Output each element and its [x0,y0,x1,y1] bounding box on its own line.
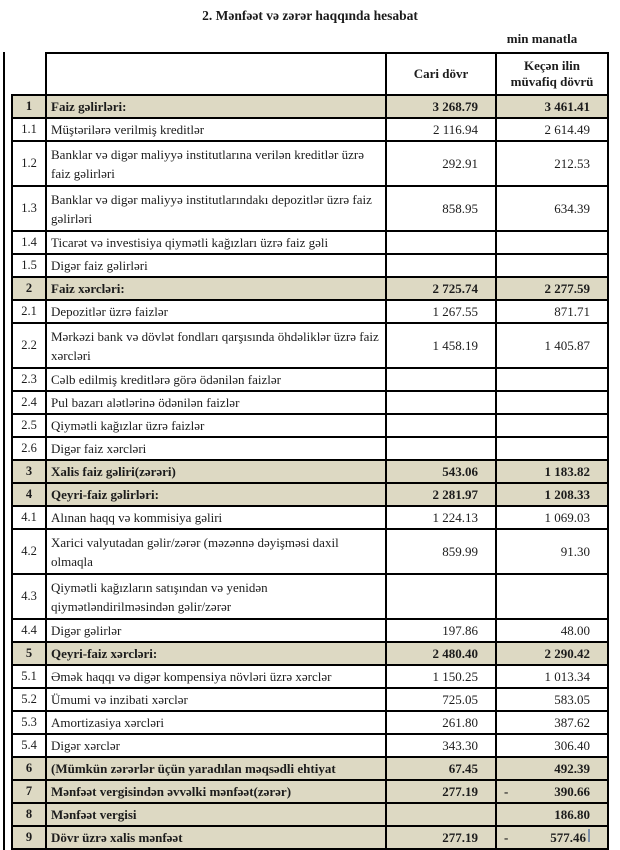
value-text: 2 614.49 [544,121,590,137]
row-label-cell: Mərkəzi bank və dövlət fondları qarşısında öhdəliklər üzrə faiz xərcləri [46,323,386,368]
row-number-cell: 6 [12,757,46,780]
current-value-cell [386,277,496,300]
row-number-cell: 5.1 [12,665,46,688]
current-value-cell [386,95,496,118]
current-value-cell [386,665,496,688]
value-text: 277.19 [442,783,478,799]
row-label-cell: Mənfəət vergisindən əvvəlki mənfəət(zərər) [46,780,386,803]
previous-value-cell [496,95,608,118]
table-row [12,780,608,803]
row-number-cell: 2.2 [12,323,46,368]
previous-value-cell [496,277,608,300]
current-value-cell [386,368,496,391]
previous-value-cell [496,391,608,414]
value-text: 1 405.87 [544,337,590,353]
profit-loss-table [11,52,609,850]
row-number-cell: 2.3 [12,368,46,391]
table-row [12,300,608,323]
value-text: 3 268.79 [432,98,478,114]
table-row [12,619,608,642]
row-label-cell: (Mümkün zərərlər üçün yaradılan məqsədli ehtiyat [46,757,386,780]
row-label-cell: Qeyri-faiz xərcləri: [46,642,386,665]
value-text: 261.80 [442,714,478,730]
table-row [12,757,608,780]
current-value-cell [386,118,496,141]
value-text: 390.66 [554,783,590,799]
previous-value-cell [496,483,608,506]
value-text: 277.19 [442,829,478,845]
row-label-cell: Xarici valyutadan gəlir/zərər (məzənnə dəyişməsi daxil olmaqla [46,529,386,574]
current-value-cell [386,642,496,665]
previous-value-cell [496,665,608,688]
page-title: 2. Mənfəət və zərər haqqında hesabat [202,8,418,23]
table-row [12,483,608,506]
current-value-cell [386,460,496,483]
value-text: 387.62 [554,714,590,730]
value-text: 1 224.13 [432,509,478,525]
previous-value-cell [496,368,608,391]
report-table-container [3,52,609,850]
value-text: 1 267.55 [432,303,478,319]
row-number-cell: 1 [12,95,46,118]
value-text: 1 069.03 [544,509,590,525]
previous-value-cell [496,460,608,483]
table-row [12,414,608,437]
value-text: 306.40 [554,737,590,753]
row-number-cell: 9 [12,826,46,849]
previous-value-cell [496,300,608,323]
value-text: 725.05 [442,691,478,707]
row-number-cell: 5.3 [12,711,46,734]
value-text: 343.30 [442,737,478,753]
row-number-cell: 1.2 [12,141,46,186]
row-label-cell: Digər faiz gəlirləri [46,254,386,277]
row-number-cell: 4.2 [12,529,46,574]
row-number-cell: 1.1 [12,118,46,141]
text-cursor [588,829,590,842]
table-row [12,574,608,619]
row-label-cell: Cəlb edilmiş kreditlərə görə ödənilən faizlər [46,368,386,391]
row-label-cell: Pul bazarı alətlərinə ödənilən faizlər [46,391,386,414]
row-label-cell: Banklar və digər maliyyə institutlarına verilən kreditlər üzrə faiz gəlirləri [46,141,386,186]
current-value-cell [386,529,496,574]
value-text: 186.80 [554,806,590,822]
value-text: 67.45 [448,760,478,776]
table-row [12,391,608,414]
previous-value-cell [496,711,608,734]
value-text: 2 281.97 [432,486,478,502]
row-number-cell: 1.5 [12,254,46,277]
row-number-cell: 5.2 [12,688,46,711]
column-header-previous: Keçən ilin müvafiq dövrü [496,53,608,95]
row-label-cell: Qiymətli kağızların satışından və yenidən qiymətləndirilməsindən gəlir/zərər [46,574,386,619]
table-row [12,506,608,529]
previous-value-cell [496,437,608,460]
row-number-cell: 1.3 [12,186,46,231]
item-label-header [46,53,386,95]
previous-value-cell [496,529,608,574]
value-text: 3 461.41 [544,98,590,114]
current-value-cell [386,574,496,619]
current-value-cell [386,803,496,826]
table-row [12,323,608,368]
value-text: 1 150.25 [432,668,478,684]
previous-value-cell [496,642,608,665]
previous-value-cell [496,780,608,803]
row-number-cell: 4.4 [12,619,46,642]
previous-value-cell [496,141,608,186]
value-text: 858.95 [442,200,478,216]
table-row [12,826,608,849]
value-text: 2 116.94 [432,121,478,137]
value-text: 492.39 [554,760,590,776]
previous-value-cell [496,231,608,254]
value-text: 577.46 [550,830,586,845]
row-label-cell: Dövr üzrə xalis mənfəət [46,826,386,849]
row-number-cell: 2.4 [12,391,46,414]
row-number-cell: 1.4 [12,231,46,254]
table-row [12,803,608,826]
row-label-cell: Mənfəət vergisi [46,803,386,826]
table-row [12,711,608,734]
row-label-cell: Depozitlər üzrə faizlər [46,300,386,323]
current-value-cell [386,506,496,529]
table-row [12,688,608,711]
row-number-cell: 3 [12,460,46,483]
value-text: 48.00 [560,622,590,638]
table-row [12,368,608,391]
previous-value-cell [496,323,608,368]
current-value-cell [386,734,496,757]
current-value-cell [386,688,496,711]
value-text: 2 480.40 [432,645,478,661]
current-value-cell [386,619,496,642]
value-text: 634.39 [554,200,590,216]
table-row [12,665,608,688]
row-label-cell: Amortizasiya xərcləri [46,711,386,734]
previous-value-cell [496,414,608,437]
current-value-cell [386,186,496,231]
previous-value-cell [496,757,608,780]
current-value-cell [386,757,496,780]
table-row [12,118,608,141]
table-row [12,254,608,277]
value-text: 2 290.42 [544,645,590,661]
column-header-current: Cari dövr [386,53,496,95]
row-number-cell: 4.3 [12,574,46,619]
negative-sign: - [504,829,509,845]
row-label-cell: Qiymətli kağızlar üzrə faizlər [46,414,386,437]
header-row [12,53,608,95]
table-row [12,141,608,186]
value-text: 197.86 [442,622,478,638]
current-value-cell [386,826,496,849]
row-label-cell: Alınan haqq və kommisiya gəliri [46,506,386,529]
row-label-cell: Faiz xərcləri: [46,277,386,300]
row-number-cell: 2 [12,277,46,300]
negative-sign: - [504,783,509,799]
row-number-cell: 2.1 [12,300,46,323]
unit-note: min manatla [506,31,578,46]
value-text: 292.91 [442,155,478,171]
table-row [12,460,608,483]
row-label-cell: Əmək haqqı və digər kompensiya növləri üzrə xərclər [46,665,386,688]
table-row [12,277,608,300]
row-number-cell: 4.1 [12,506,46,529]
row-number-cell: 8 [12,803,46,826]
current-value-cell [386,780,496,803]
previous-value-cell [496,574,608,619]
table-row [12,642,608,665]
row-label-cell: Ümumi və inzibati xərclər [46,688,386,711]
current-value-cell [386,437,496,460]
table-row [12,734,608,757]
row-label-cell: Banklar və digər maliyyə institutlarındakı depozitlər üzrə faiz gəlirləri [46,186,386,231]
value-text: 543.06 [442,463,478,479]
value-text: 583.05 [554,691,590,707]
value-text: 2 277.59 [544,280,590,296]
previous-value-cell [496,186,608,231]
current-value-cell [386,323,496,368]
previous-value-cell [496,506,608,529]
previous-value-cell [496,826,608,849]
row-label-cell: Müştərilərə verilmiş kreditlər [46,118,386,141]
previous-value-cell [496,118,608,141]
row-number-cell: 5.4 [12,734,46,757]
row-number-cell: 7 [12,780,46,803]
value-text: 2 725.74 [432,280,478,296]
previous-value-cell [496,619,608,642]
table-row [12,95,608,118]
row-label-cell: Qeyri-faiz gəlirləri: [46,483,386,506]
table-row [12,529,608,574]
row-number-cell: 5 [12,642,46,665]
row-number-cell: 2.5 [12,414,46,437]
value-text: 1 458.19 [432,337,478,353]
previous-value-cell [496,254,608,277]
value-text: 91.30 [560,543,590,559]
row-number-cell: 2.6 [12,437,46,460]
row-label-cell: Ticarət və investisiya qiymətli kağızları üzrə faiz gəli [46,231,386,254]
current-value-cell [386,300,496,323]
row-label-cell: Digər xərclər [46,734,386,757]
row-label-cell: Digər gəlirlər [46,619,386,642]
value-text: 212.53 [554,155,590,171]
value-text: 1 013.34 [544,668,590,684]
previous-value-cell [496,688,608,711]
row-label-cell: Faiz gəlirləri: [46,95,386,118]
row-number-cell: 4 [12,483,46,506]
current-value-cell [386,391,496,414]
table-row [12,437,608,460]
value-text: 859.99 [442,543,478,559]
row-number-header [12,53,46,95]
current-value-cell [386,141,496,186]
previous-value-cell [496,803,608,826]
value-text: 871.71 [554,303,590,319]
value-text: 1 183.82 [544,463,590,479]
current-value-cell [386,414,496,437]
current-value-cell [386,254,496,277]
current-value-cell [386,711,496,734]
row-label-cell: Digər faiz xərcləri [46,437,386,460]
table-row [12,231,608,254]
current-value-cell [386,231,496,254]
table-row [12,186,608,231]
row-label-cell: Xalis faiz gəliri(zərəri) [46,460,386,483]
current-value-cell [386,483,496,506]
previous-value-cell [496,734,608,757]
value-text: 1 208.33 [544,486,590,502]
